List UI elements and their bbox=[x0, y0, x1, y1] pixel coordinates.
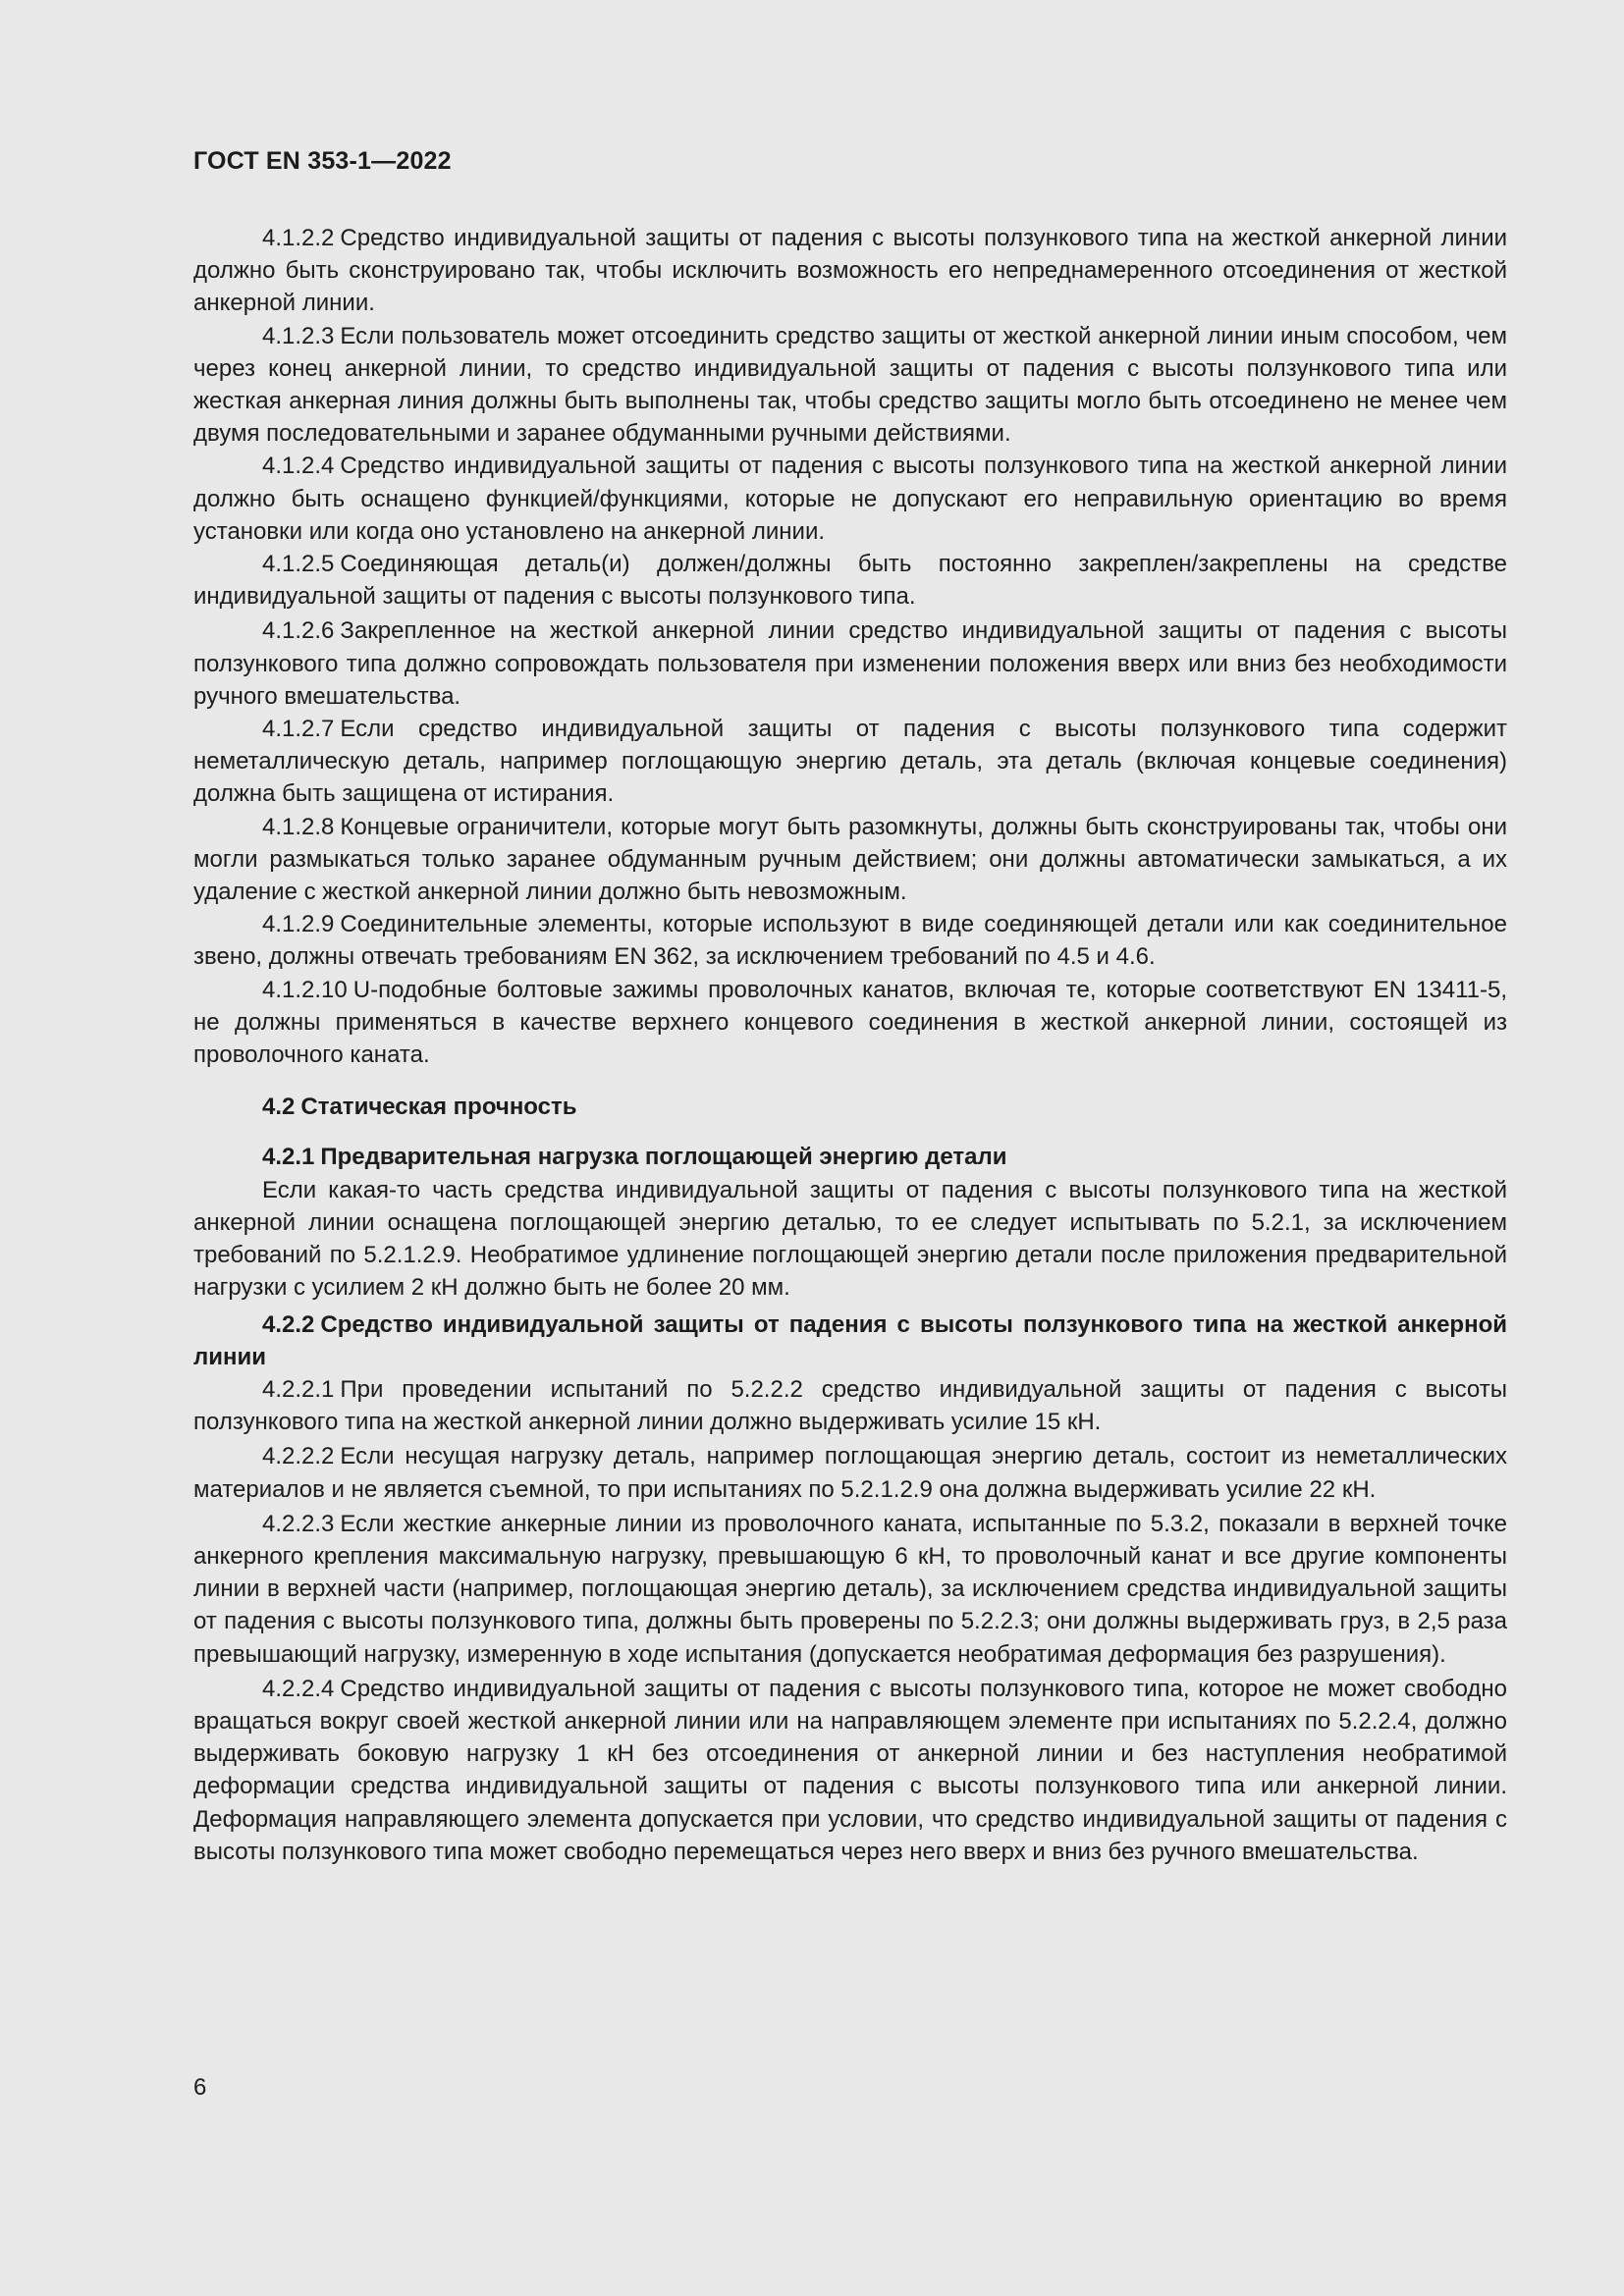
clause-number: 4.1.2.7 bbox=[262, 716, 335, 743]
paragraph-4-1-2-10 bbox=[193, 974, 1507, 1072]
clause-number: 4.1.2.2 bbox=[262, 225, 335, 251]
clause-number: 4.2.2.1 bbox=[262, 1375, 335, 1403]
paragraph-4-2-2-3 bbox=[193, 1508, 1507, 1671]
paragraph-4-1-2-2 bbox=[193, 222, 1507, 320]
section-number: 4.2 bbox=[262, 1094, 296, 1121]
section-heading-4-2-1 bbox=[193, 1141, 1507, 1173]
clause-text: Если несущая нагрузку деталь, например поглощающая энергию деталь, состоит из неметаллических материалов и не является съемной, то при испытаниях по 5.2.1.2.9 она должна выдерживать усилие 22 кН. bbox=[193, 1443, 1507, 1503]
section-title: Статическая прочность bbox=[300, 1094, 577, 1121]
clause-text: Средство индивидуальной защиты от падения с высоты ползункового типа, которое не может свободно вращаться вокруг своей жесткой анкерной линии или на направляющем элементе при испытаниях по 5.2.2.4, должно выдерживать боковую нагрузку 1 кН без отсоединения от анкерной линии и без наступления необратимой деформации средства индивидуальной защиты от падения с высоты ползункового типа или анкерной линии. Деформация направляющего элемента допускается при условии, что средство индивидуальной защиты от падения с высоты ползункового типа может свободно перемещаться через него вверх и вниз без ручного вмешательства. bbox=[193, 1675, 1507, 1865]
clause-text: Концевые ограничители, которые могут быть разомкнуты, должны быть сконструированы так, чтобы они могли размыкаться только заранее обдуманным ручным действием; они должны автоматически замыкаться, а их удаление с жесткой анкерной линии должно быть невозможным. bbox=[193, 813, 1507, 906]
clause-text: Соединительные элементы, которые используют в виде соединяющей детали или как соединительное звено, должны отвечать требованиям EN 362, за исключением требований по 4.5 и 4.6. bbox=[193, 911, 1507, 971]
clause-number: 4.1.2.4 bbox=[262, 453, 335, 480]
clause-text: Если жесткие анкерные линии из проволочного каната, испытанные по 5.3.2, показали в верхней точке анкерного крепления максимальную нагрузку, превышающую 6 кН, то проволочный канат и все другие компоненты линии в верхней части (например, поглощающая энергию деталь), за исключением средства индивидуальной защиты от падения с высоты ползункового типа, должны быть проверены по 5.2.2.3; они должны выдерживать груз, в 2,5 раза превышающий нагрузку, измеренную в ходе испытания (допускается необратимая деформация без разрушения). bbox=[193, 1510, 1507, 1668]
paragraph-4-1-2-9 bbox=[193, 908, 1507, 973]
section-number: 4.2.2 bbox=[262, 1310, 315, 1338]
section-heading-4-2 bbox=[193, 1091, 1507, 1123]
section-title: Предварительная нагрузка поглощающей энергию детали bbox=[320, 1144, 1007, 1171]
section-title: Средство индивидуальной защиты от падения с высоты ползункового типа на жесткой анкерной линии bbox=[193, 1310, 1507, 1370]
section-number: 4.2.1 bbox=[262, 1144, 315, 1171]
paragraph-4-1-2-8 bbox=[193, 811, 1507, 909]
clause-number: 4.2.2.4 bbox=[262, 1675, 335, 1702]
clause-text: Соединяющая деталь(и) должен/должны быть постоянно закреплен/закреплены на средстве индивидуальной защиты от падения с высоты ползункового типа. bbox=[193, 551, 1507, 611]
clause-number: 4.1.2.3 bbox=[262, 322, 335, 349]
clause-number: 4.1.2.9 bbox=[262, 911, 335, 938]
paragraph-4-1-2-3 bbox=[193, 320, 1507, 451]
paragraph-4-2-2-1 bbox=[193, 1373, 1507, 1438]
document-header: ГОСТ EN 353-1—2022 bbox=[193, 147, 452, 175]
clause-number: 4.1.2.10 bbox=[262, 976, 348, 1003]
paragraph-4-1-2-6 bbox=[193, 614, 1507, 713]
clause-text: Средство индивидуальной защиты от падения с высоты ползункового типа на жесткой анкерной линии должно быть оснащено функцией/функциями, которые не допускают его неправильную ориентацию во время установки или когда оно установлено на анкерной линии. bbox=[193, 453, 1507, 545]
clause-number: 4.2.2.3 bbox=[262, 1510, 335, 1537]
clause-text: Если средство индивидуальной защиты от падения с высоты ползункового типа содержит неметаллическую деталь, например поглощающую энергию деталь, эта деталь (включая концевые соединения) должна быть защищена от истирания. bbox=[193, 716, 1507, 808]
clause-number: 4.1.2.6 bbox=[262, 617, 335, 645]
paragraph-4-1-2-7 bbox=[193, 713, 1507, 811]
clause-number: 4.1.2.8 bbox=[262, 813, 335, 840]
clause-text: При проведении испытаний по 5.2.2.2 средство индивидуальной защиты от падения с высоты ползункового типа на жесткой анкерной линии должно выдерживать усилие 15 кН. bbox=[193, 1375, 1507, 1436]
clause-number: 4.2.2.2 bbox=[262, 1443, 335, 1470]
clause-text: Если пользователь может отсоединить средство защиты от жесткой анкерной линии иным способом, чем через конец анкерной линии, то средство индивидуальной защиты от падения с высоты ползункового типа или жесткая анкерная линия должны быть выполнены так, чтобы средство защиты могло быть отсоединено не менее чем двумя последовательными и заранее обдуманными ручными действиями. bbox=[193, 322, 1507, 448]
paragraph-4-2-2-4 bbox=[193, 1673, 1507, 1868]
section-heading-4-2-2 bbox=[193, 1308, 1507, 1373]
clause-text: Закрепленное на жесткой анкерной линии средство индивидуальной защиты от падения с высоты ползункового типа должно сопровождать пользователя при изменении положения вверх или вниз без необходимости ручного вмешательства. bbox=[193, 617, 1507, 710]
page-number: 6 bbox=[193, 2074, 207, 2101]
clause-number: 4.1.2.5 bbox=[262, 551, 335, 578]
clause-text: U-подобные болтовые зажимы проволочных канатов, включая те, которые соответствуют EN 13411-5, не должны применяться в качестве верхнего концевого соединения в жесткой анкерной линии, состоящей из проволочного каната. bbox=[193, 976, 1507, 1069]
paragraph-4-2-1-text: Если какая-то часть средства индивидуальной защиты от падения с высоты ползункового типа на жесткой анкерной линии оснащена поглощающей энергию деталью, то ее следует испытывать по 5.2.1, за исключением требований по 5.2.1.2.9. Необратимое удлинение поглощающей энергию детали после приложения предварительной нагрузки с усилием 2 кН должно быть не более 20 мм. bbox=[193, 1176, 1507, 1302]
document-body bbox=[193, 222, 1507, 1868]
clause-text: Средство индивидуальной защиты от падения с высоты ползункового типа на жесткой анкерной линии должно быть сконструировано так, чтобы исключить возможность его непреднамеренного отсоединения от жесткой анкерной линии. bbox=[193, 225, 1507, 317]
paragraph-4-1-2-4 bbox=[193, 450, 1507, 548]
paragraph-4-2-2-2 bbox=[193, 1440, 1507, 1505]
paragraph-4-1-2-5 bbox=[193, 548, 1507, 613]
